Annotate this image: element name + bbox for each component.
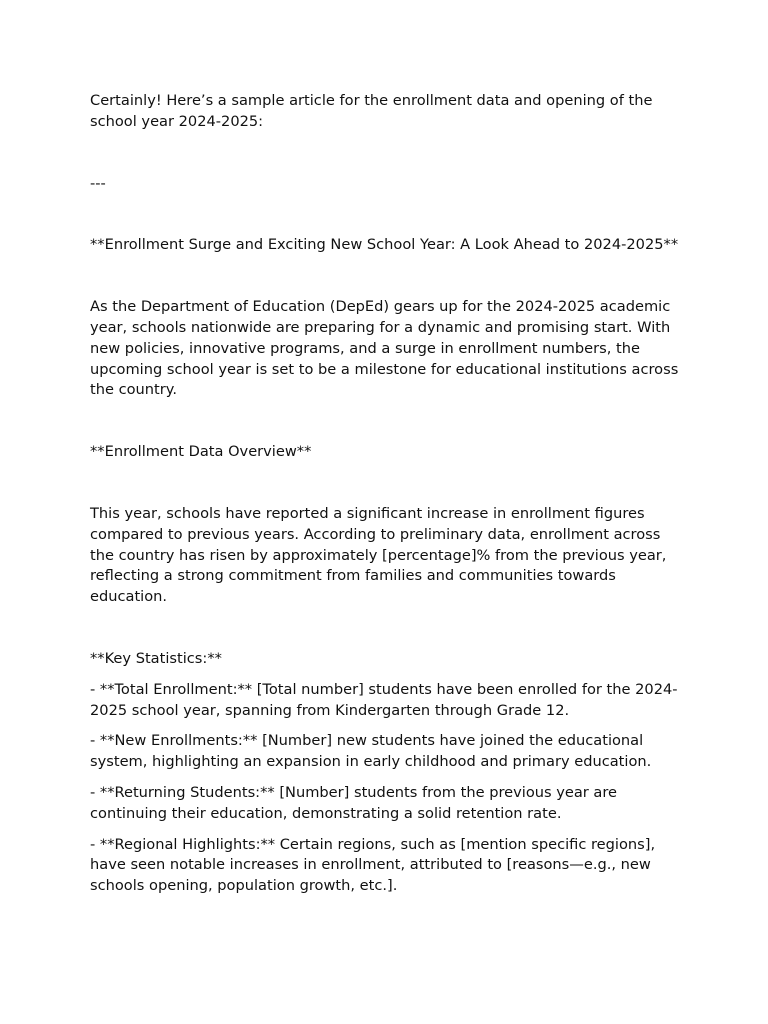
document-page (90, 91, 680, 897)
list-item: - **Returning Students:** [Number] students from the previous year are continuing their education, demonstrating a solid retention rate. (90, 783, 618, 822)
list-item: - **Total Enrollment:** [Total number] students have been enrolled for the 2024-2025 school year, spanning from Kindergarten through Grade 12. (90, 680, 678, 719)
body-paragraph: As the Department of Education (DepEd) gears up for the 2024-2025 academic year, schools nationwide are preparing for a dynamic and promising start. With new policies, innovative programs, and a surge in enrollment numbers, the upcoming school year is set to be a milestone for educational institutions across the country. (90, 298, 679, 399)
key-statistics-heading: **Key Statistics:** (90, 649, 222, 667)
body-paragraph: This year, schools have reported a significant increase in enrollment figures compared to previous years. According to preliminary data, enrollment across the country has risen by approximately [percentage]% from the previous year, reflecting a strong commitment from families and communities towards education. (90, 504, 667, 606)
section-heading: **Enrollment Data Overview** (90, 443, 312, 461)
article-title: **Enrollment Surge and Exciting New School Year: A Look Ahead to 2024-2025** (90, 236, 679, 254)
list-item: - **Regional Highlights:** Certain regions, such as [mention specific regions], have seen notable increases in enrollment, attributed to [reasons—e.g., new schools opening, population growth, etc.]. (90, 835, 656, 895)
intro-paragraph: Certainly! Here’s a sample article for the enrollment data and opening of the school year 2024-2025: (90, 92, 653, 130)
list-item: - **New Enrollments:** [Number] new students have joined the educational system, highlighting an expansion in early childhood and primary education. (90, 732, 652, 771)
separator-line: --- (90, 174, 106, 192)
